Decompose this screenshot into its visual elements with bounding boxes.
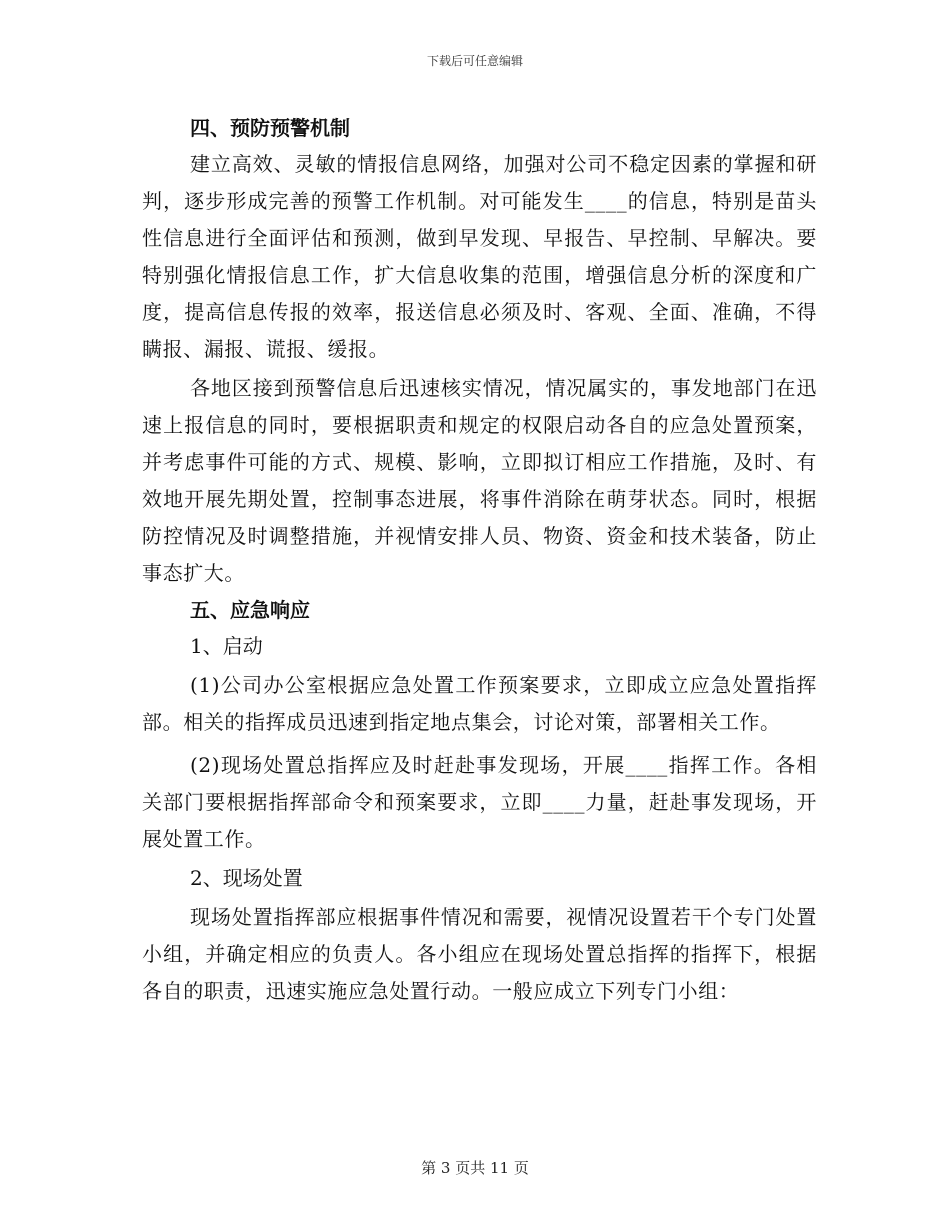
section-5-1-heading: 1、启动	[190, 634, 263, 658]
document-body	[142, 110, 817, 1010]
page-footer: 第 3 页共 11 页	[421, 1159, 529, 1177]
section-5-2-paragraph-1: 现场处置指挥部应根据事件情况和需要，视情况设置若干个专门处置小组，并确定相应的负责人。各小组应在现场处置总指挥的指挥下，根据各自的职责，迅速实施应急处置行动。一般应成立下列专门小组：	[142, 905, 817, 1003]
section-5-2-heading: 2、现场处置	[190, 866, 303, 890]
section-5-1-paragraph-2: (2)现场处置总指挥应及时赶赴事发现场，开展____指挥工作。各相关部门要根据指挥部命令和预案要求，立即____力量，赶赴事发现场，开展处置工作。	[142, 753, 817, 851]
section-4-paragraph-1: 建立高效、灵敏的情报信息网络，加强对公司不稳定因素的掌握和研判，逐步形成完善的预警工作机制。对可能发生____的信息，特别是苗头性信息进行全面评估和预测，做到早发现、早报告、早控制、早解决。要特别强化情报信息工作，扩大信息收集的范围，增强信息分析的深度和广度，提高信息传报的效率，报送信息必须及时、客观、全面、准确，不得瞒报、漏报、谎报、缓报。	[142, 152, 817, 361]
section-4-paragraph-2: 各地区接到预警信息后迅速核实情况，情况属实的，事发地部门在迅速上报信息的同时，要根据职责和规定的权限启动各自的应急处置预案，并考虑事件可能的方式、规模、影响，立即拟订相应工作措施，及时、有效地开展先期处置，控制事态进展，将事件消除在萌芽状态。同时，根据防控情况及时调整措施，并视情安排人员、物资、资金和技术装备，防止事态扩大。	[142, 376, 817, 585]
section-4-heading: 四、预防预警机制	[190, 116, 350, 140]
section-5-1-paragraph-1: (1)公司办公室根据应急处置工作预案要求，立即成立应急处置指挥部。相关的指挥成员迅速到指定地点集会，讨论对策，部署相关工作。	[142, 673, 817, 734]
section-5-heading: 五、应急响应	[190, 598, 310, 622]
page-header: 下载后可任意编辑	[426, 54, 523, 68]
